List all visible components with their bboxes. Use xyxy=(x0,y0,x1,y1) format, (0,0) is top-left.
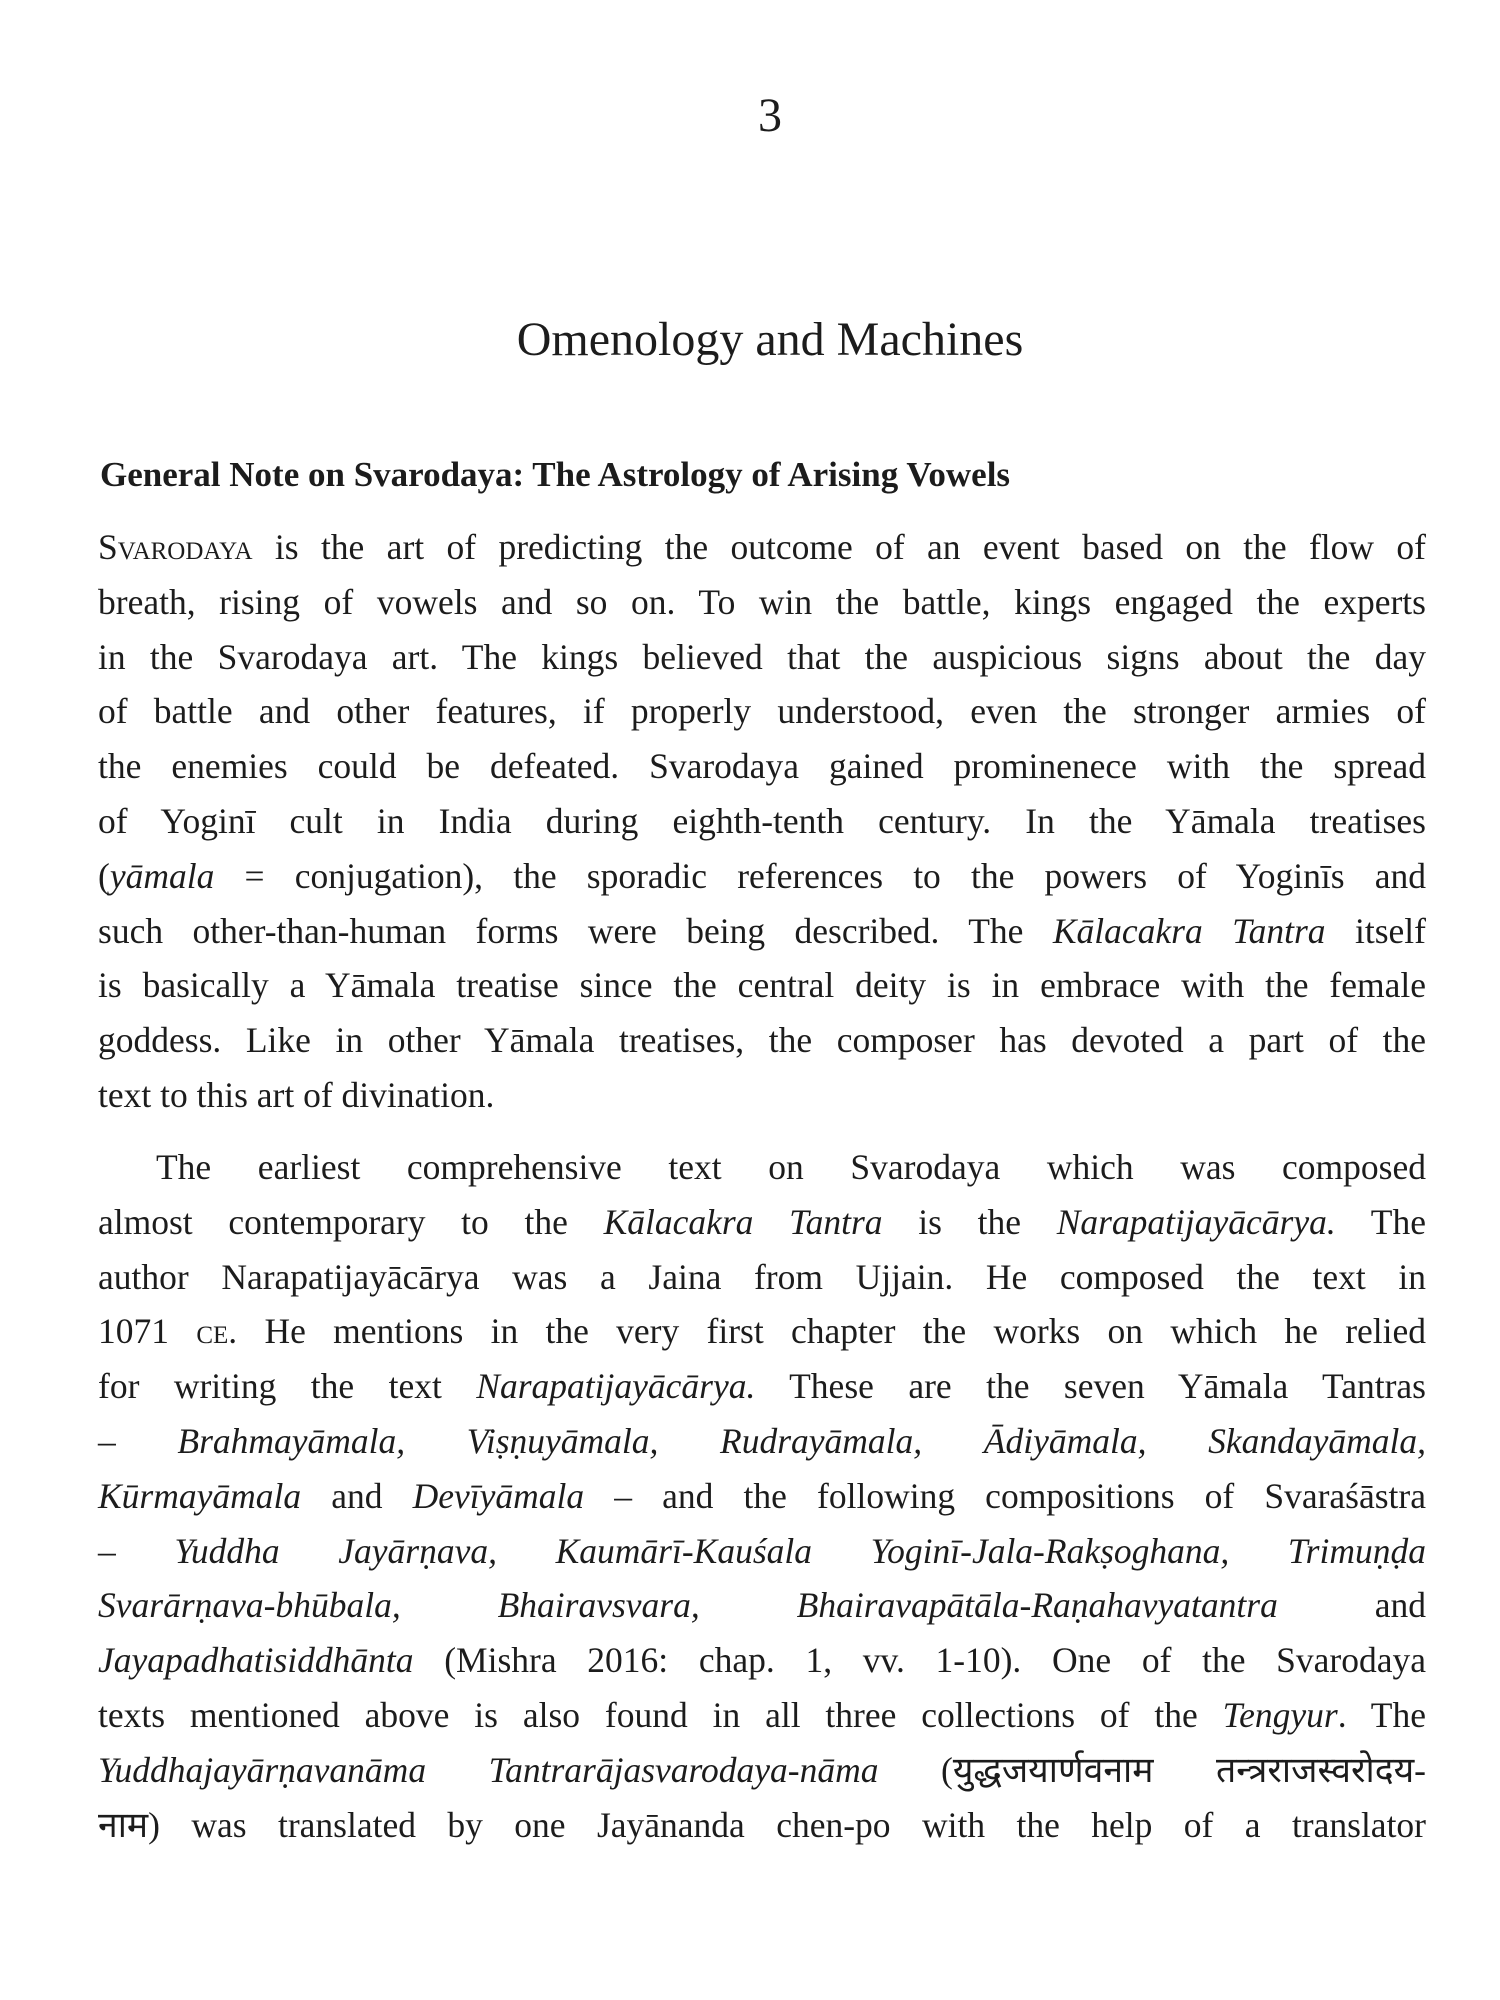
italic-text: Brahmayāmala, Viṣṇuyāmala, Rudrayāmala, Ādiyāmala, Skandayāmala, xyxy=(177,1420,1427,1461)
text-line xyxy=(98,1304,1426,1359)
italic-text: Kūrmayāmala xyxy=(98,1475,302,1516)
text-segment: breath, rising of vowels and so on. To win the battle, kings engaged the experts xyxy=(98,581,1426,622)
text-segment: ( xyxy=(98,855,110,896)
text-segment: author Narapatijayācārya was a Jaina from Ujjain. He composed the text in xyxy=(98,1256,1426,1297)
text-segment: (Mishra 2016: chap. 1, vv. 1-10). One of the Svarodaya xyxy=(413,1640,1426,1681)
italic-text: Jayapadhatisiddhānta xyxy=(98,1640,414,1681)
text-segment: – and the following compositions of Svaraśāstra xyxy=(584,1475,1426,1516)
text-segment: is the xyxy=(882,1201,1057,1242)
text-segment: the enemies could be defeated. Svarodaya gained prominenece with the spread xyxy=(98,746,1426,787)
text-segment: – xyxy=(98,1530,175,1571)
text-segment: (युद्धजयार्णवनाम तन्त्रराजस्वरोदय- xyxy=(878,1749,1426,1790)
text-segment: for writing the text xyxy=(98,1366,477,1407)
chapter-title: Omenology and Machines xyxy=(516,313,1024,366)
page-number: 3 xyxy=(758,89,782,142)
text-line xyxy=(98,1798,1426,1853)
small-caps-text: ce xyxy=(196,1311,229,1352)
italic-text: Yuddha Jayārṇava, Kaumārī-Kauśala Yoginī-Jala-Rakṣoghana, Trimuṇḍa xyxy=(174,1530,1426,1571)
text-line xyxy=(98,1250,1426,1305)
text-line xyxy=(98,1469,1426,1524)
text-segment: and xyxy=(1277,1585,1426,1626)
text-line xyxy=(98,630,1426,685)
text-line xyxy=(98,958,1426,1013)
section-heading: General Note on Svarodaya: The Astrology of Arising Vowels xyxy=(100,455,1011,494)
text-line xyxy=(98,794,1426,849)
text-segment: itself xyxy=(1325,910,1426,951)
text-segment: goddess. Like in other Yāmala treatises, the composer has devoted a part of the xyxy=(98,1020,1426,1061)
text-line xyxy=(98,1633,1426,1688)
italic-text: Kālacakra Tantra xyxy=(603,1201,883,1242)
text-line xyxy=(98,1578,1426,1633)
text-segment: = conjugation), the sporadic references to the powers of Yoginīs and xyxy=(214,855,1426,896)
text-segment: such other-than-human forms were being described. The xyxy=(98,910,1053,951)
text-line xyxy=(98,1743,1426,1798)
text-segment: is the art of predicting the outcome of an event based on the flow of xyxy=(252,527,1426,567)
italic-text: Kālacakra Tantra xyxy=(1052,910,1326,951)
text-segment: 1071 xyxy=(98,1311,197,1352)
text-segment: of Yoginī cult in India during eighth-tenth century. In the Yāmala treatises xyxy=(98,800,1426,841)
text-line xyxy=(98,849,1426,904)
text-segment: नाम) was translated by one Jayānanda chen-po with the help of a translator xyxy=(98,1804,1426,1845)
paragraph-2 xyxy=(98,1140,1426,1852)
text-line xyxy=(98,520,1426,575)
text-line xyxy=(98,684,1426,739)
text-segment: is basically a Yāmala treatise since the central deity is in embrace with the female xyxy=(98,965,1426,1006)
text-line xyxy=(98,1068,1426,1123)
text-line xyxy=(98,1140,1426,1195)
text-segment: The xyxy=(1335,1201,1426,1242)
paragraph-1 xyxy=(98,520,1426,1123)
text-segment: . The xyxy=(1337,1694,1426,1735)
text-segment: These are the seven Yāmala Tantras xyxy=(755,1366,1426,1407)
text-segment: in the Svarodaya art. The kings believed that the auspicious signs about the day xyxy=(98,636,1426,677)
text-segment: text to this art of divination. xyxy=(98,1074,495,1115)
italic-text: Svarārṇava-bhūbala, Bhairavsvara, Bhairavapātāla-Raṇahavyatantra xyxy=(98,1585,1278,1626)
text-line xyxy=(98,1688,1426,1743)
small-caps-text: Svarodaya xyxy=(98,527,253,567)
italic-text: Narapatijayācārya. xyxy=(1056,1201,1336,1242)
text-segment: and xyxy=(301,1475,413,1516)
text-segment: The earliest comprehensive text on Svarodaya which was composed xyxy=(156,1147,1426,1187)
italic-text: Devīyāmala xyxy=(412,1475,585,1516)
text-line xyxy=(98,575,1426,630)
text-line xyxy=(98,1414,1426,1469)
italic-text: Narapatijayācārya. xyxy=(476,1366,756,1407)
text-line xyxy=(98,1013,1426,1068)
text-line xyxy=(98,1524,1426,1579)
text-segment: . He mentions in the very first chapter the works on which he relied xyxy=(228,1311,1427,1352)
text-line xyxy=(98,1195,1426,1250)
italic-text: Tengyur xyxy=(1222,1694,1338,1735)
text-segment: texts mentioned above is also found in all three collections of the xyxy=(98,1694,1223,1735)
text-line xyxy=(98,1359,1426,1414)
text-segment: – xyxy=(98,1420,178,1461)
text-line xyxy=(98,739,1426,794)
italic-text: yāmala xyxy=(109,855,215,896)
text-segment: of battle and other features, if properly understood, even the stronger armies of xyxy=(98,691,1426,732)
italic-text: Yuddhajayārṇavanāma Tantrarājasvarodaya-nāma xyxy=(98,1749,879,1790)
text-segment: almost contemporary to the xyxy=(98,1201,604,1242)
text-line xyxy=(98,904,1426,959)
